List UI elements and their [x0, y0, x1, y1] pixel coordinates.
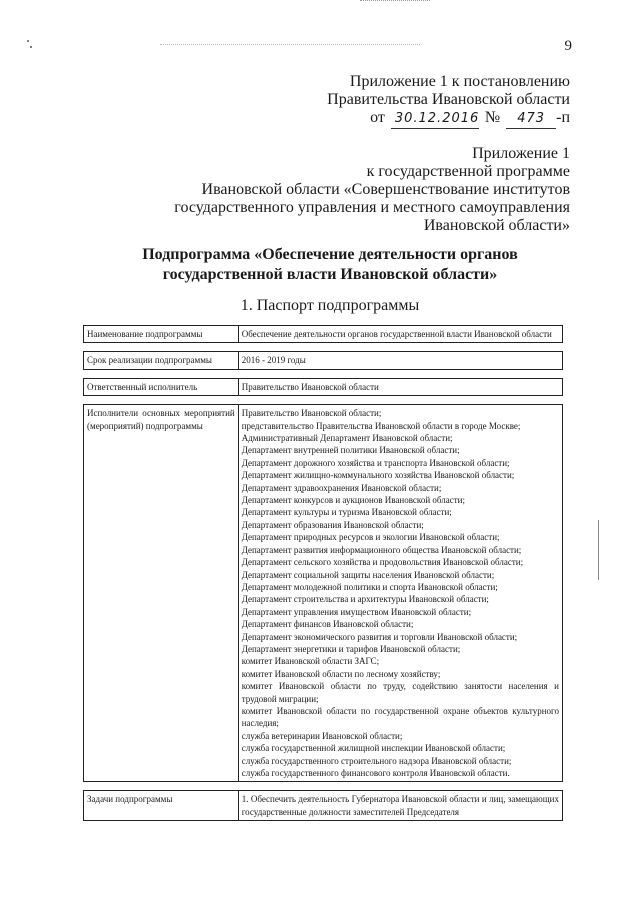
- list-item: Департамент молодежной политики и спорта Ивановской области;: [241, 581, 498, 592]
- table-row: [84, 405, 563, 782]
- list-item: Департамент здравоохранения Ивановской области;: [241, 482, 442, 493]
- list-item: служба ветеринарии Ивановской области;: [241, 730, 403, 741]
- row-label: Срок реализации подпрограммы: [84, 352, 239, 369]
- table-gap: [84, 369, 563, 378]
- table-row: [84, 352, 563, 369]
- approval-line: Правительства Ивановской области: [327, 91, 570, 108]
- number-label: №: [484, 109, 501, 126]
- list-item: Департамент управления имуществом Ивановской области;: [241, 606, 472, 617]
- list-item: Департамент строительства и архитектуры Ивановской области;: [241, 594, 489, 605]
- row-value: Обеспечение деятельности органов государственной власти Ивановской области: [238, 326, 562, 343]
- list-item: Административный Департамент Ивановской области;: [241, 433, 453, 444]
- row-label: Задачи подпрограммы: [84, 791, 239, 821]
- from-label: от: [370, 109, 385, 126]
- row-value: 2016 - 2019 годы: [238, 352, 562, 369]
- table-gap: [84, 396, 563, 405]
- row-label: Исполнители основных мероприятий (мероприятий) подпрограммы: [84, 405, 239, 782]
- list-item: Департамент конкурсов и аукционов Ивановской области;: [241, 495, 465, 506]
- scan-artifact: [30, 46, 32, 48]
- list-item: Департамент природных ресурсов и экологии Ивановской области;: [241, 532, 500, 543]
- approval-date-number-line: [327, 109, 570, 129]
- list-item: служба государственной жилищной инспекции Ивановской области;: [241, 743, 506, 754]
- table-row: [84, 791, 563, 821]
- list-item: Департамент культуры и туризма Ивановской области;: [241, 507, 452, 518]
- list-item: Департамент развития информационного общества Ивановской области;: [241, 544, 522, 555]
- scan-artifact: [360, 0, 430, 7]
- passport-table: [83, 325, 563, 821]
- section-title: 1. Паспорт подпрограммы: [240, 297, 420, 314]
- list-item: комитет Ивановской области ЗАГС;: [241, 656, 380, 667]
- executors-list: [238, 405, 562, 782]
- title-line: государственной власти Ивановской области»: [162, 266, 498, 283]
- handwritten-date: 30.12.2016: [391, 110, 479, 129]
- list-item: служба государственного финансового контроля Ивановской области.: [241, 768, 510, 778]
- list-item: комитет Ивановской области по государственной охране объектов культурного наследия;: [241, 705, 559, 729]
- table-row: [84, 326, 563, 343]
- list-item: Департамент социальной защиты населения Ивановской области;: [241, 569, 495, 580]
- appendix-line: Приложение 1: [472, 145, 570, 162]
- list-item: Департамент финансов Ивановской области;: [241, 619, 414, 630]
- handwritten-number: 473: [506, 110, 556, 129]
- table-gap: [84, 782, 563, 791]
- list-item: Департамент сельского хозяйства и продовольствия Ивановской области;: [241, 557, 524, 568]
- list-item: Департамент энергетики и тарифов Ивановской области;: [241, 643, 461, 654]
- list-item: комитет Ивановской области по труду, содействию занятости населения и трудовой миграции;: [241, 681, 559, 704]
- row-value: 1. Обеспечить деятельность Губернатора Ивановской области и лиц, замещающих государственные должности заместителей Председателя: [238, 791, 562, 821]
- page-number: 9: [564, 38, 572, 54]
- table-gap: [84, 343, 563, 352]
- list-item: Правительство Ивановской области;: [241, 408, 382, 419]
- list-item: Департамент внутренней политики Ивановской области;: [241, 445, 460, 456]
- row-value: Правительство Ивановской области: [238, 378, 562, 395]
- list-item: Департамент жилищно-коммунального хозяйства Ивановской области;: [241, 470, 515, 481]
- scan-artifact: [27, 40, 29, 42]
- appendix-line: к государственной программе: [366, 163, 570, 180]
- list-item: представительство Правительства Ивановской области в городе Москве;: [241, 420, 521, 431]
- row-label: Наименование подпрограммы: [84, 326, 239, 343]
- title-line: Подпрограмма «Обеспечение деятельности органов: [142, 246, 518, 263]
- scan-artifact: [160, 44, 420, 49]
- list-item: Департамент дорожного хозяйства и транспорта Ивановской области;: [241, 457, 510, 468]
- appendix-line: Ивановской области «Совершенствование институтов: [201, 181, 570, 198]
- subprogram-title: [80, 245, 580, 285]
- approval-block: [327, 73, 570, 129]
- table-row: [84, 378, 563, 395]
- list-item: служба государственного строительного надзора Ивановской области;: [241, 755, 512, 766]
- list-item: комитет Ивановской области по лесному хозяйству;: [241, 668, 441, 679]
- approval-line: Приложение 1 к постановлению: [349, 73, 570, 90]
- appendix-line: Ивановской области»: [423, 217, 570, 234]
- appendix-block: [174, 145, 570, 235]
- scan-artifact: [598, 520, 599, 580]
- appendix-line: государственного управления и местного самоуправления: [174, 199, 570, 216]
- number-suffix: -п: [556, 109, 570, 126]
- row-label: Ответственный исполнитель: [84, 378, 239, 395]
- list-item: Департамент экономического развития и торговли Ивановской области;: [241, 631, 518, 642]
- list-item: Департамент образования Ивановской области;: [241, 519, 424, 530]
